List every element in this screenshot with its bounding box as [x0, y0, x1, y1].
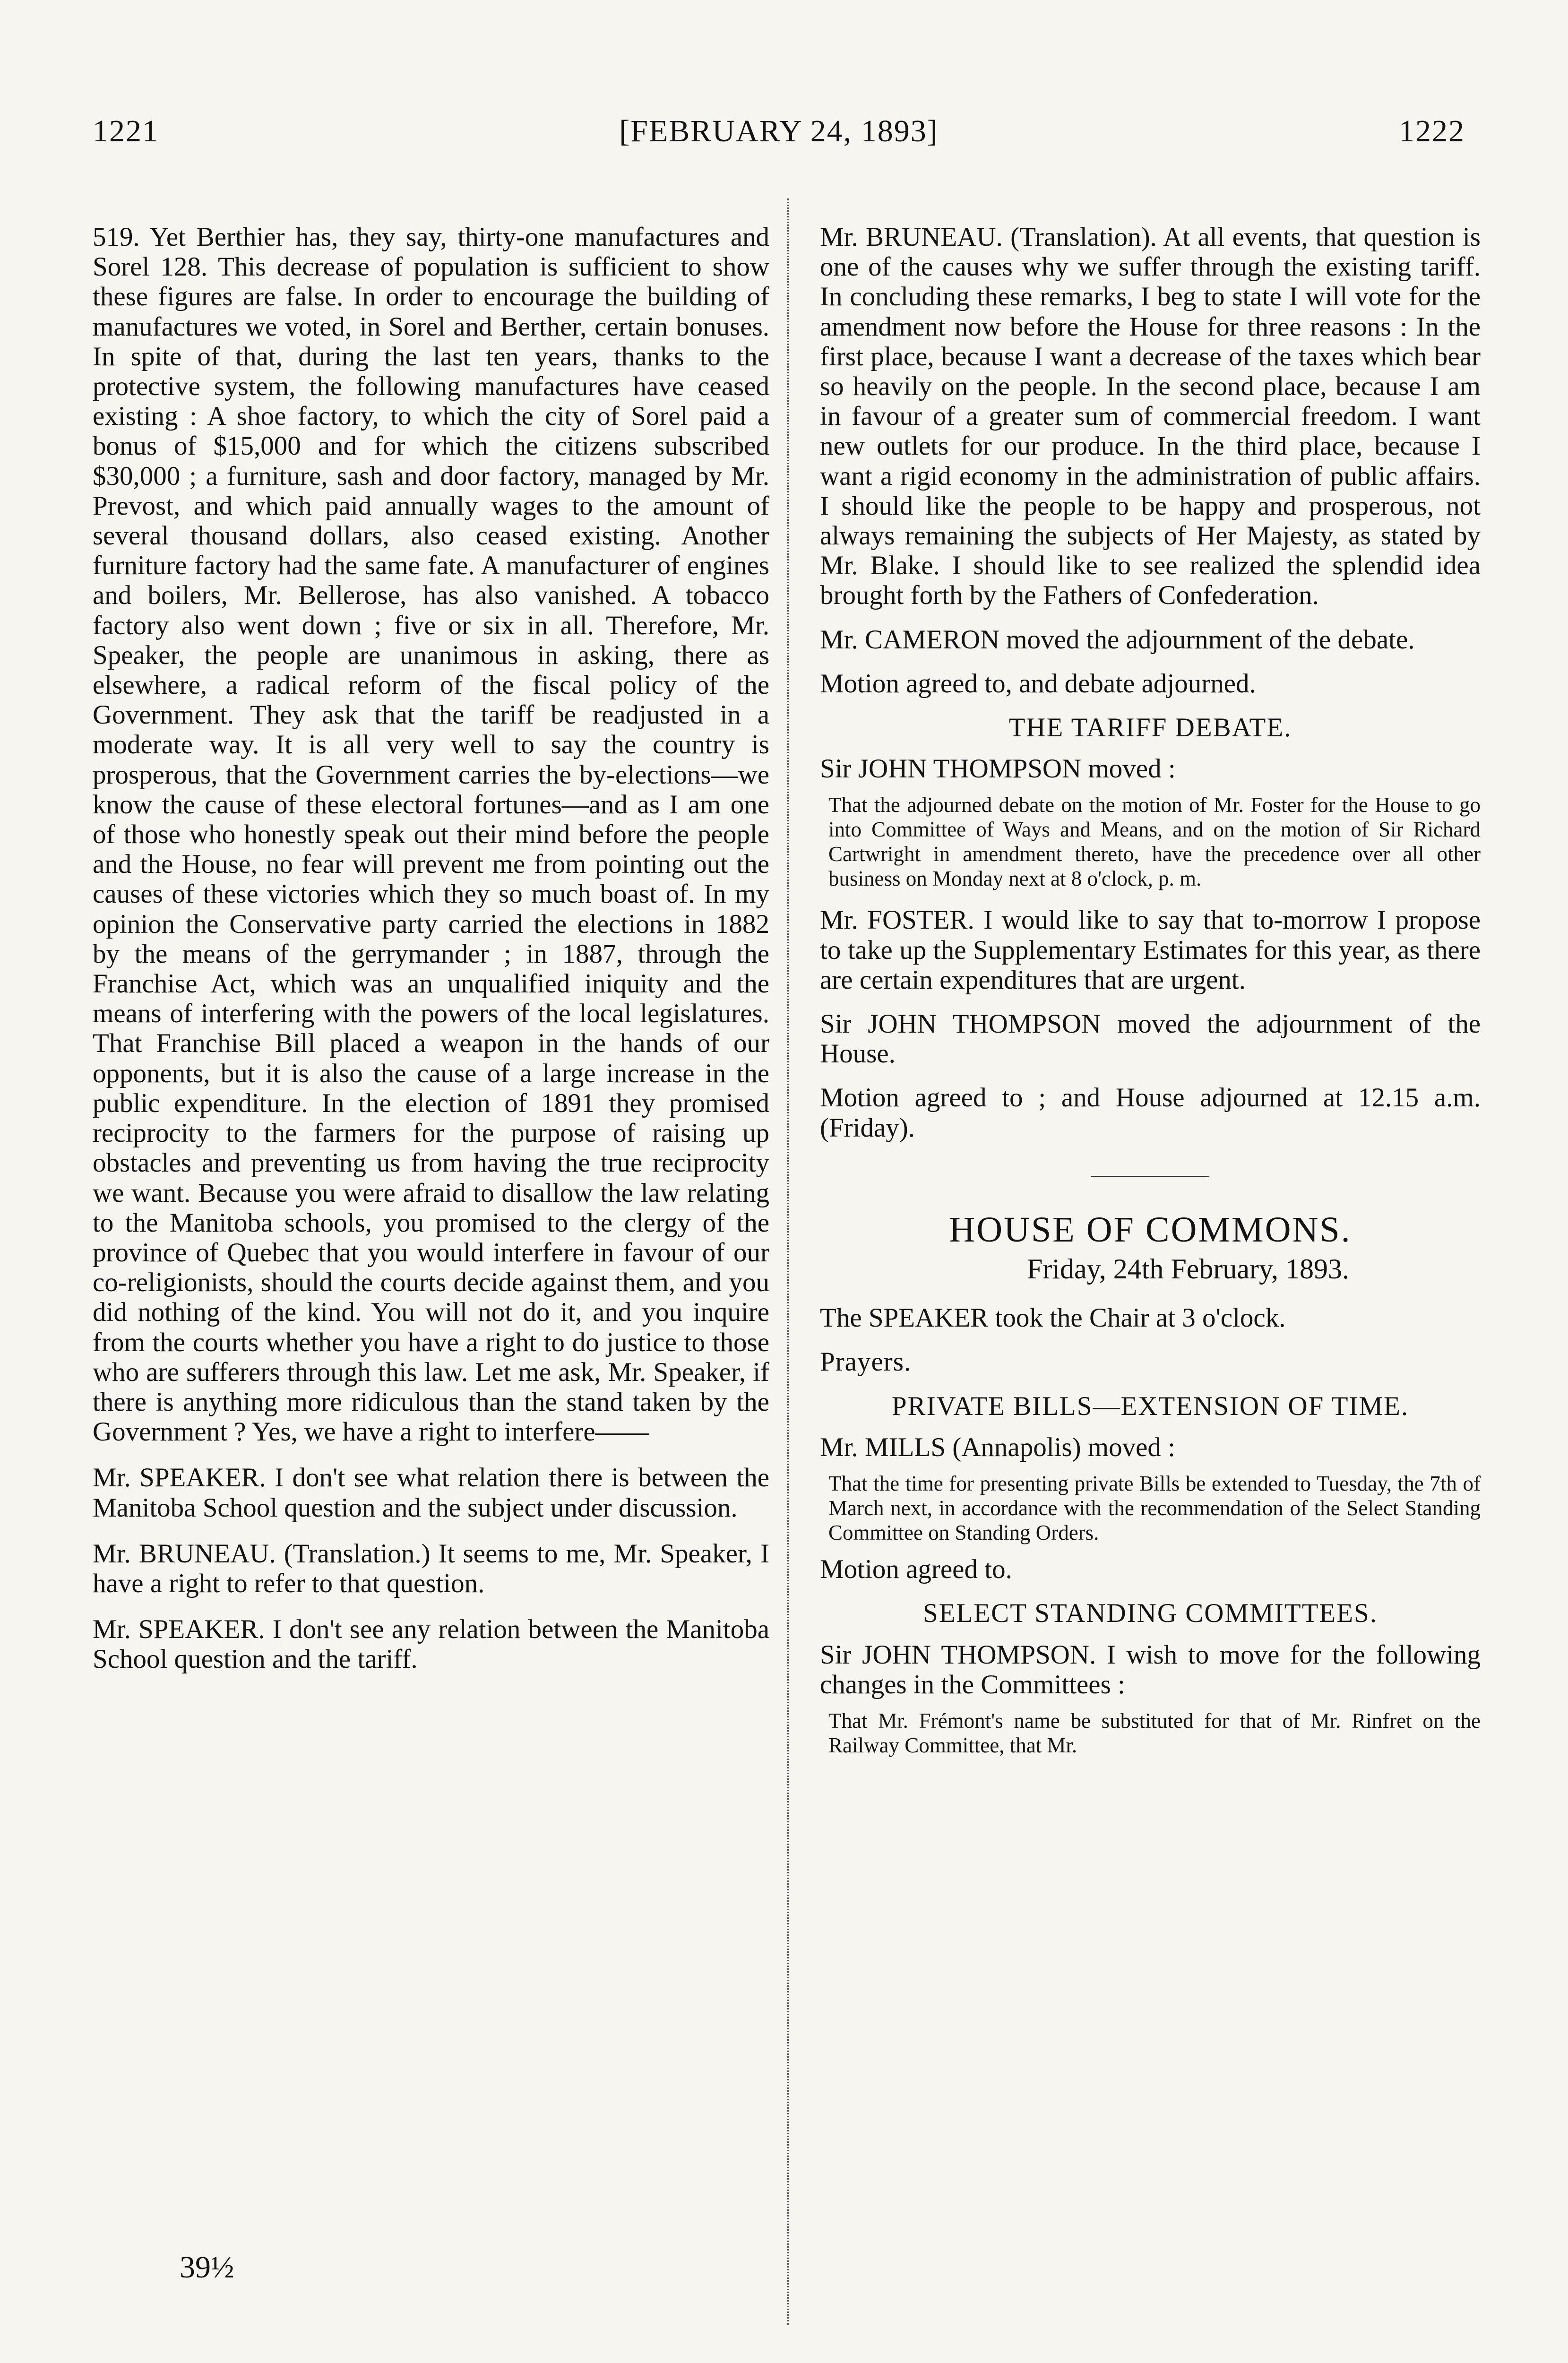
page-header — [93, 113, 1465, 156]
section-heading: SELECT STANDING COMMITTEES. — [923, 1598, 1378, 1629]
motion-text: Sir JOHN THOMPSON moved : — [820, 754, 1176, 784]
speech-paragraph: Mr. BRUNEAU. (Translation.) It seems to me, Mr. Speaker, I have a right to refer to that question. — [93, 1538, 769, 1598]
right-column — [820, 222, 1481, 1767]
motion-result: Motion agreed to. — [820, 1554, 1012, 1585]
motion-result: Motion agreed to ; and House adjourned at 12.15 a.m. (Friday). — [820, 1083, 1481, 1143]
motion-text: Mr. CAMERON moved the adjournment of the debate. — [820, 624, 1415, 655]
motion-text: Sir JOHN THOMPSON moved the adjournment of the House. — [820, 1009, 1481, 1069]
page-number-left: 1221 — [93, 114, 159, 148]
motion-quote: That Mr. Frémont's name be substituted for that of Mr. Rinfret on the Railway Committee, that Mr. — [828, 1708, 1481, 1757]
left-column — [93, 222, 769, 1683]
speech-paragraph: 519. Yet Berthier has, they say, thirty-one manufactures and Sorel 128. This decrease of population is sufficient to show these figures are false. In order to encourage the building of manufactures we voted, in Sorel and Berther, certain bonuses. In spite of that, during the last ten years, thanks to the protective system, the following manufactures have ceased existing : A shoe factory, to which the city of Sorel paid a bonus of $15,000 and for which the citizens subscribed $30,000 ; a furniture, sash and door factory, managed by Mr. Prevost, and which paid annually wages to the amount of several thousand dollars, also ceased existing. Another furniture factory had the same fate. A manufacturer of engines and boilers, Mr. Bellerose, has also vanished. A tobacco factory also went down ; five or six in all. Therefore, Mr. Speaker, the people are unanimous in asking, there as elsewhere, a radical reform of the fiscal policy of the Government. They ask that the tariff be readjusted in a moderate way. It is all very well to say the country is prosperous, that the Government carries the by-elections—we know the cause of these electoral fortunes—and as I am one of those who honestly speak out their mind before the people and the House, no fear will prevent me from pointing out the causes of these victories which they so much boast of. In my opinion the Conservative party carried the elections in 1882 by the means of the gerrymander ; in 1887, through the Franchise Act, which was an unqualified iniquity and the means of interfering with the powers of the local legislatures. That Franchise Bill placed a weapon in the hands of our opponents, but it is also the cause of a large increase in the public expenditure. In the election of 1891 they promised reciprocity to the farmers for the purpose of raising up obstacles and preventing us from having the true reciprocity we want. Because you were afraid to disallow the law relating to the Manitoba schools, you promised to the clergy of the province of Quebec that you would interfere in favour of our co-religionists, should the courts decide against them, and you did nothing of the kind. You will not do it, and you inquire from the courts whether you have a right to do justice to those who are sufferers through this law. Let me ask, Mr. Speaker, if there is anything more ridiculous than the stand taken by the Government ? Yes, we have a right to interfere—— — [93, 222, 769, 1447]
prayers-label: Prayers. — [820, 1347, 912, 1377]
page-number-right: 1222 — [1399, 114, 1465, 148]
speaker-chair: The SPEAKER took the Chair at 3 o'clock. — [820, 1303, 1286, 1333]
motion-quote: That the adjourned debate on the motion of Mr. Foster for the House to go into Committee of Ways and Means, and on the motion of Sir Richard Cartwright in amendment thereto, have the precedence over all other business on Monday next at 8 o'clock, p. m. — [828, 793, 1481, 891]
section-heading: THE TARIFF DEBATE. — [1008, 713, 1292, 743]
column-divider — [787, 198, 789, 2325]
speech-paragraph: Mr. FOSTER. I would like to say that to-morrow I propose to take up the Supplementary Estimates for this year, as there are certain expenditures that are urgent. — [820, 905, 1481, 995]
speaker-ruling: Mr. SPEAKER. I don't see any relation between the Manitoba School question and the tariff. — [93, 1614, 769, 1674]
motion-text: Mr. MILLS (Annapolis) moved : — [820, 1432, 1176, 1462]
speech-paragraph: Sir JOHN THOMPSON. I wish to move for the following changes in the Committees : — [820, 1639, 1481, 1699]
speech-paragraph: Mr. BRUNEAU. (Translation). At all events, that question is one of the causes why we suffer through the existing tariff. In concluding these remarks, I beg to state I will vote for the amendment now before the House for three reasons : In the first place, because I want a decrease of the taxes which bear so heavily on the people. In the second place, because I am in favour of a greater sum of commercial freedom. I want new outlets for our produce. In the third place, because I want a rigid economy in the administration of public affairs. I should like the people to be happy and prosperous, not always remaining the subjects of Her Majesty, as stated by Mr. Blake. I should like to see realized the splendid idea brought forth by the Fathers of Confederation. — [820, 222, 1481, 611]
motion-quote: That the time for presenting private Bills be extended to Tuesday, the 7th of March next, in accordance with the recommendation of the Select Standing Committee on Standing Orders. — [828, 1472, 1481, 1545]
page-date-title: [FEBRUARY 24, 1893] — [619, 114, 939, 148]
sitting-date: Friday, 24th February, 1893. — [1026, 1253, 1350, 1285]
speaker-ruling: Mr. SPEAKER. I don't see what relation there is between the Manitoba School question and the subject under discussion. — [93, 1463, 769, 1523]
section-heading: PRIVATE BILLS—EXTENSION OF TIME. — [891, 1391, 1409, 1421]
house-title: HOUSE OF COMMONS. — [949, 1209, 1352, 1250]
folio-mark: 39½ — [180, 2250, 234, 2285]
motion-result: Motion agreed to, and debate adjourned. — [820, 668, 1256, 699]
section-separator — [1091, 1176, 1209, 1177]
